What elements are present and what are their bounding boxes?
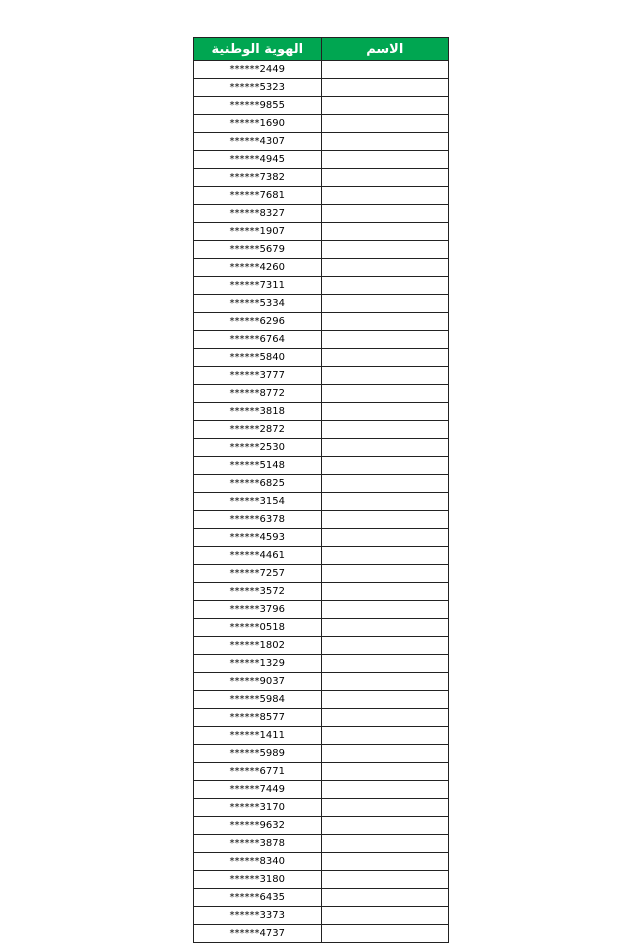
table-row (194, 583, 449, 601)
name-cell (321, 619, 449, 637)
table-row (194, 547, 449, 565)
national-id-cell: ******3373 (194, 907, 322, 925)
table-row (194, 925, 449, 943)
table-row (194, 475, 449, 493)
national-id-cell: ******7311 (194, 277, 322, 295)
national-id-cell: ******0518 (194, 619, 322, 637)
national-id-cell: ******6435 (194, 889, 322, 907)
national-id-cell: ******9037 (194, 673, 322, 691)
table-row (194, 799, 449, 817)
name-cell (321, 115, 449, 133)
name-cell (321, 79, 449, 97)
table-row (194, 223, 449, 241)
national-id-cell: ******8577 (194, 709, 322, 727)
national-id-cell: ******7382 (194, 169, 322, 187)
name-cell (321, 133, 449, 151)
name-id-table (193, 37, 449, 943)
national-id-cell: ******5148 (194, 457, 322, 475)
header-name: الاسم (321, 38, 449, 61)
national-id-cell: ******4260 (194, 259, 322, 277)
table-row (194, 511, 449, 529)
table-row (194, 871, 449, 889)
national-id-cell: ******2530 (194, 439, 322, 457)
name-cell (321, 673, 449, 691)
name-cell (321, 547, 449, 565)
table-row (194, 619, 449, 637)
name-cell (321, 907, 449, 925)
national-id-cell: ******4945 (194, 151, 322, 169)
table-header (194, 38, 449, 61)
national-id-cell: ******3180 (194, 871, 322, 889)
name-cell (321, 763, 449, 781)
national-id-cell: ******8340 (194, 853, 322, 871)
national-id-cell: ******1690 (194, 115, 322, 133)
name-cell (321, 457, 449, 475)
national-id-cell: ******1411 (194, 727, 322, 745)
national-id-cell: ******3777 (194, 367, 322, 385)
table-row (194, 529, 449, 547)
name-cell (321, 403, 449, 421)
table-row (194, 367, 449, 385)
national-id-cell: ******9855 (194, 97, 322, 115)
name-cell (321, 421, 449, 439)
name-cell (321, 853, 449, 871)
national-id-cell: ******3572 (194, 583, 322, 601)
national-id-cell: ******9632 (194, 817, 322, 835)
table-row (194, 853, 449, 871)
name-cell (321, 601, 449, 619)
national-id-cell: ******5679 (194, 241, 322, 259)
table-row (194, 295, 449, 313)
name-cell (321, 97, 449, 115)
table-row (194, 655, 449, 673)
table-row (194, 133, 449, 151)
table-row (194, 565, 449, 583)
table-row (194, 259, 449, 277)
table-row (194, 493, 449, 511)
name-cell (321, 241, 449, 259)
table-row (194, 79, 449, 97)
name-cell (321, 349, 449, 367)
table-row (194, 205, 449, 223)
table-row (194, 889, 449, 907)
table-row (194, 187, 449, 205)
table-row (194, 97, 449, 115)
national-id-cell: ******3796 (194, 601, 322, 619)
national-id-cell: ******3154 (194, 493, 322, 511)
national-id-cell: ******5984 (194, 691, 322, 709)
national-id-cell: ******5323 (194, 79, 322, 97)
national-id-cell: ******1802 (194, 637, 322, 655)
name-cell (321, 925, 449, 943)
table-row (194, 241, 449, 259)
name-cell (321, 259, 449, 277)
national-id-cell: ******5840 (194, 349, 322, 367)
table-row (194, 727, 449, 745)
name-cell (321, 169, 449, 187)
name-cell (321, 511, 449, 529)
table-row (194, 691, 449, 709)
national-id-cell: ******1329 (194, 655, 322, 673)
table-row (194, 817, 449, 835)
name-cell (321, 151, 449, 169)
table-row (194, 115, 449, 133)
name-cell (321, 205, 449, 223)
table-body (194, 61, 449, 943)
name-cell (321, 331, 449, 349)
header-national-id: الهوية الوطنية (194, 38, 322, 61)
table-row (194, 349, 449, 367)
national-id-cell: ******6764 (194, 331, 322, 349)
table-row (194, 763, 449, 781)
name-cell (321, 385, 449, 403)
table-row (194, 169, 449, 187)
national-id-cell: ******2872 (194, 421, 322, 439)
name-cell (321, 223, 449, 241)
table-row (194, 673, 449, 691)
table-row (194, 907, 449, 925)
name-cell (321, 799, 449, 817)
name-cell (321, 637, 449, 655)
table-row (194, 313, 449, 331)
national-id-cell: ******3818 (194, 403, 322, 421)
name-cell (321, 889, 449, 907)
national-id-cell: ******6296 (194, 313, 322, 331)
name-cell (321, 817, 449, 835)
name-cell (321, 61, 449, 79)
name-cell (321, 313, 449, 331)
table-row (194, 745, 449, 763)
table-row (194, 457, 449, 475)
name-cell (321, 493, 449, 511)
national-id-cell: ******8772 (194, 385, 322, 403)
national-id-cell: ******5334 (194, 295, 322, 313)
table-row (194, 61, 449, 79)
national-id-cell: ******2449 (194, 61, 322, 79)
national-id-cell: ******3878 (194, 835, 322, 853)
national-id-cell: ******7257 (194, 565, 322, 583)
table-row (194, 403, 449, 421)
name-cell (321, 709, 449, 727)
table-row (194, 151, 449, 169)
name-id-table-container (193, 37, 449, 943)
table-row (194, 637, 449, 655)
name-cell (321, 367, 449, 385)
name-cell (321, 439, 449, 457)
name-cell (321, 835, 449, 853)
table-row (194, 439, 449, 457)
name-cell (321, 277, 449, 295)
name-cell (321, 727, 449, 745)
national-id-cell: ******4461 (194, 547, 322, 565)
name-cell (321, 565, 449, 583)
table-row (194, 421, 449, 439)
national-id-cell: ******1907 (194, 223, 322, 241)
national-id-cell: ******6771 (194, 763, 322, 781)
name-cell (321, 691, 449, 709)
table-row (194, 835, 449, 853)
national-id-cell: ******8327 (194, 205, 322, 223)
national-id-cell: ******4307 (194, 133, 322, 151)
name-cell (321, 871, 449, 889)
name-cell (321, 295, 449, 313)
name-cell (321, 781, 449, 799)
name-cell (321, 475, 449, 493)
national-id-cell: ******4737 (194, 925, 322, 943)
table-row (194, 277, 449, 295)
table-row (194, 331, 449, 349)
header-row (194, 38, 449, 61)
table-row (194, 385, 449, 403)
table-row (194, 709, 449, 727)
national-id-cell: ******6378 (194, 511, 322, 529)
name-cell (321, 187, 449, 205)
name-cell (321, 745, 449, 763)
name-cell (321, 655, 449, 673)
national-id-cell: ******4593 (194, 529, 322, 547)
national-id-cell: ******7449 (194, 781, 322, 799)
name-cell (321, 529, 449, 547)
table-row (194, 781, 449, 799)
national-id-cell: ******5989 (194, 745, 322, 763)
national-id-cell: ******7681 (194, 187, 322, 205)
name-cell (321, 583, 449, 601)
table-row (194, 601, 449, 619)
national-id-cell: ******3170 (194, 799, 322, 817)
national-id-cell: ******6825 (194, 475, 322, 493)
